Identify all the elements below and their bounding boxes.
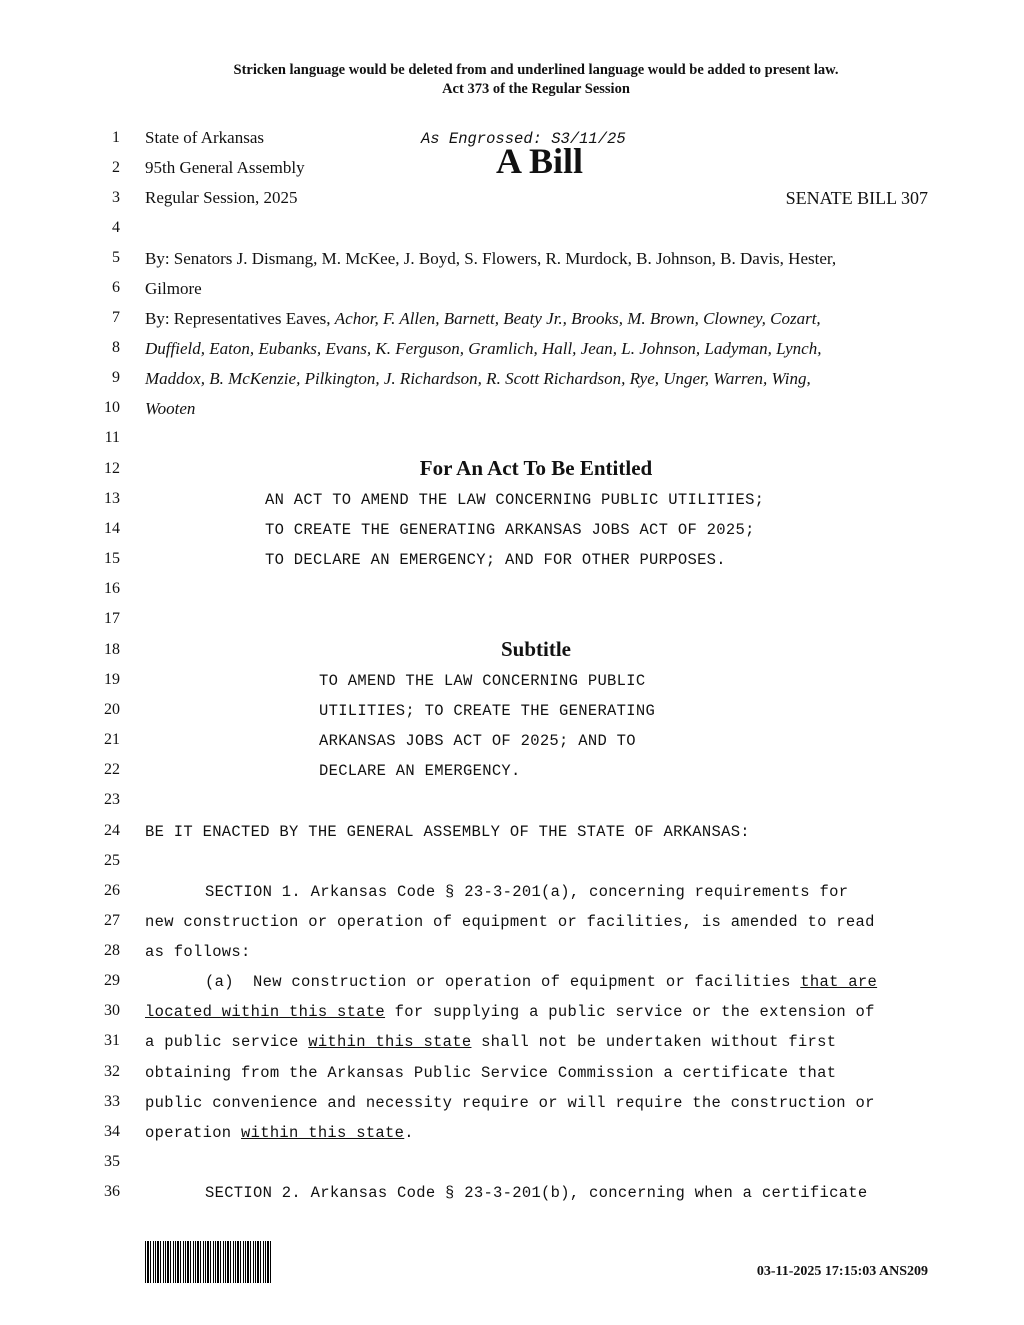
act-number-notice: Act 373 of the Regular Session (442, 81, 630, 97)
subtitle-line-3: ARKANSAS JOBS ACT OF 2025; AND TO (319, 732, 636, 750)
regular-session: Regular Session, 2025 (145, 188, 298, 207)
line-number: 21 (104, 731, 120, 748)
line-number: 9 (112, 369, 120, 386)
act-title-line-1: AN ACT TO AMEND THE LAW CONCERNING PUBLIC UTILITIES; (265, 491, 765, 509)
act-title-heading: For An Act To Be Entitled (419, 456, 653, 480)
line-number: 10 (104, 399, 120, 416)
subtitle-line-4: DECLARE AN EMERGENCY. (319, 762, 521, 780)
representatives-cosponsors: Achor, F. Allen, Barnett, Beaty Jr., Brooks, M. Brown, Clowney, Cozart, (334, 309, 821, 328)
stricken-language-notice: Stricken language would be deleted from and underlined language would be added to present law. (233, 62, 839, 78)
line-number: 14 (104, 520, 120, 537)
line-number: 3 (112, 189, 120, 206)
line-number: 7 (112, 309, 120, 326)
line-number: 23 (104, 791, 120, 808)
line-number: 34 (104, 1123, 120, 1140)
enacting-clause: BE IT ENACTED BY THE GENERAL ASSEMBLY OF THE STATE OF ARKANSAS: (145, 823, 750, 841)
footer-timestamp: 03-11-2025 17:15:03 ANS209 (756, 1264, 928, 1279)
section-1-line-34 (145, 1124, 414, 1142)
added-language: within this state (241, 1124, 405, 1142)
representatives-line-4: Wooten (145, 399, 196, 418)
section-1-line-33: public convenience and necessity require or will require the construction or (145, 1094, 875, 1112)
line-29-text: (a) New construction or operation of equipment or facilities (205, 973, 801, 991)
line-34-text: operation (145, 1124, 242, 1142)
line-number: 4 (112, 219, 120, 236)
representatives-line-3: Maddox, B. McKenzie, Pilkington, J. Richardson, R. Scott Richardson, Rye, Unger, Warren, Wing, (145, 369, 811, 388)
section-1-line-27: new construction or operation of equipment or facilities, is amended to read (145, 913, 875, 931)
added-language: within this state (308, 1033, 472, 1051)
representatives-line-1 (145, 309, 821, 329)
line-number: 29 (104, 972, 120, 989)
line-number: 26 (104, 882, 120, 899)
line-number: 17 (104, 610, 120, 627)
line-number: 36 (104, 1183, 120, 1200)
line-number: 33 (104, 1093, 120, 1110)
added-language: located within this state (145, 1003, 386, 1021)
line-number: 6 (112, 279, 120, 296)
line-number: 35 (104, 1153, 120, 1170)
line-number: 12 (104, 460, 120, 477)
line-30-text: for supplying a public service or the extension of (385, 1003, 875, 1021)
bill-title: A Bill (496, 141, 584, 181)
line-number: 11 (104, 429, 120, 446)
senators-line-1: By: Senators J. Dismang, M. McKee, J. Boyd, S. Flowers, R. Murdock, B. Johnson, B. Davis, Hester, (145, 249, 837, 268)
section-1-line-31 (145, 1033, 836, 1051)
line-number: 5 (112, 249, 120, 266)
section-1-line-26: SECTION 1. Arkansas Code § 23-3-201(a), concerning requirements for (205, 883, 849, 901)
line-number: 18 (104, 641, 120, 658)
representatives-prefix: By: Representatives Eaves, (145, 309, 335, 328)
line-31-text: a public service (145, 1033, 309, 1051)
line-34-period: . (404, 1124, 414, 1142)
line-number: 30 (104, 1002, 120, 1019)
bill-number: SENATE BILL 307 (785, 188, 928, 208)
representatives-line-2: Duffield, Eaton, Eubanks, Evans, K. Ferguson, Gramlich, Hall, Jean, L. Johnson, Ladyman, Lynch, (145, 339, 822, 358)
section-1-line-28: as follows: (145, 943, 251, 961)
section-1-line-32: obtaining from the Arkansas Public Service Commission a certificate that (145, 1064, 837, 1082)
subtitle-line-1: TO AMEND THE LAW CONCERNING PUBLIC (319, 672, 646, 690)
act-title-line-2: TO CREATE THE GENERATING ARKANSAS JOBS ACT OF 2025; (265, 521, 755, 539)
engrossed-date: As Engrossed: S3/11/25 (421, 130, 626, 148)
line-number: 19 (104, 671, 120, 688)
barcode (145, 1241, 273, 1283)
line-number: 25 (104, 852, 120, 869)
section-1-line-29 (205, 973, 877, 991)
line-number: 13 (104, 490, 120, 507)
line-number: 16 (104, 580, 120, 597)
section-1-line-30 (145, 1003, 875, 1021)
line-number: 15 (104, 550, 120, 567)
line-number: 22 (104, 761, 120, 778)
line-31-text-end: shall not be undertaken without first (471, 1033, 837, 1051)
line-number: 1 (112, 129, 120, 146)
line-number: 8 (112, 339, 120, 356)
line-number: 27 (104, 912, 120, 929)
line-number: 32 (104, 1063, 120, 1080)
line-number: 28 (104, 942, 120, 959)
subtitle-heading: Subtitle (500, 637, 571, 661)
line-number: 20 (104, 701, 120, 718)
line-number: 31 (104, 1032, 120, 1049)
subtitle-line-2: UTILITIES; TO CREATE THE GENERATING (319, 702, 656, 720)
added-language: that are (800, 973, 878, 991)
state-name: State of Arkansas (145, 128, 264, 147)
section-2-line-36: SECTION 2. Arkansas Code § 23-3-201(b), concerning when a certificate (205, 1184, 868, 1202)
senators-line-2: Gilmore (145, 279, 202, 298)
line-number: 24 (104, 822, 120, 839)
general-assembly: 95th General Assembly (145, 158, 305, 177)
line-number: 2 (112, 159, 120, 176)
act-title-line-3: TO DECLARE AN EMERGENCY; AND FOR OTHER PURPOSES. (265, 551, 726, 569)
